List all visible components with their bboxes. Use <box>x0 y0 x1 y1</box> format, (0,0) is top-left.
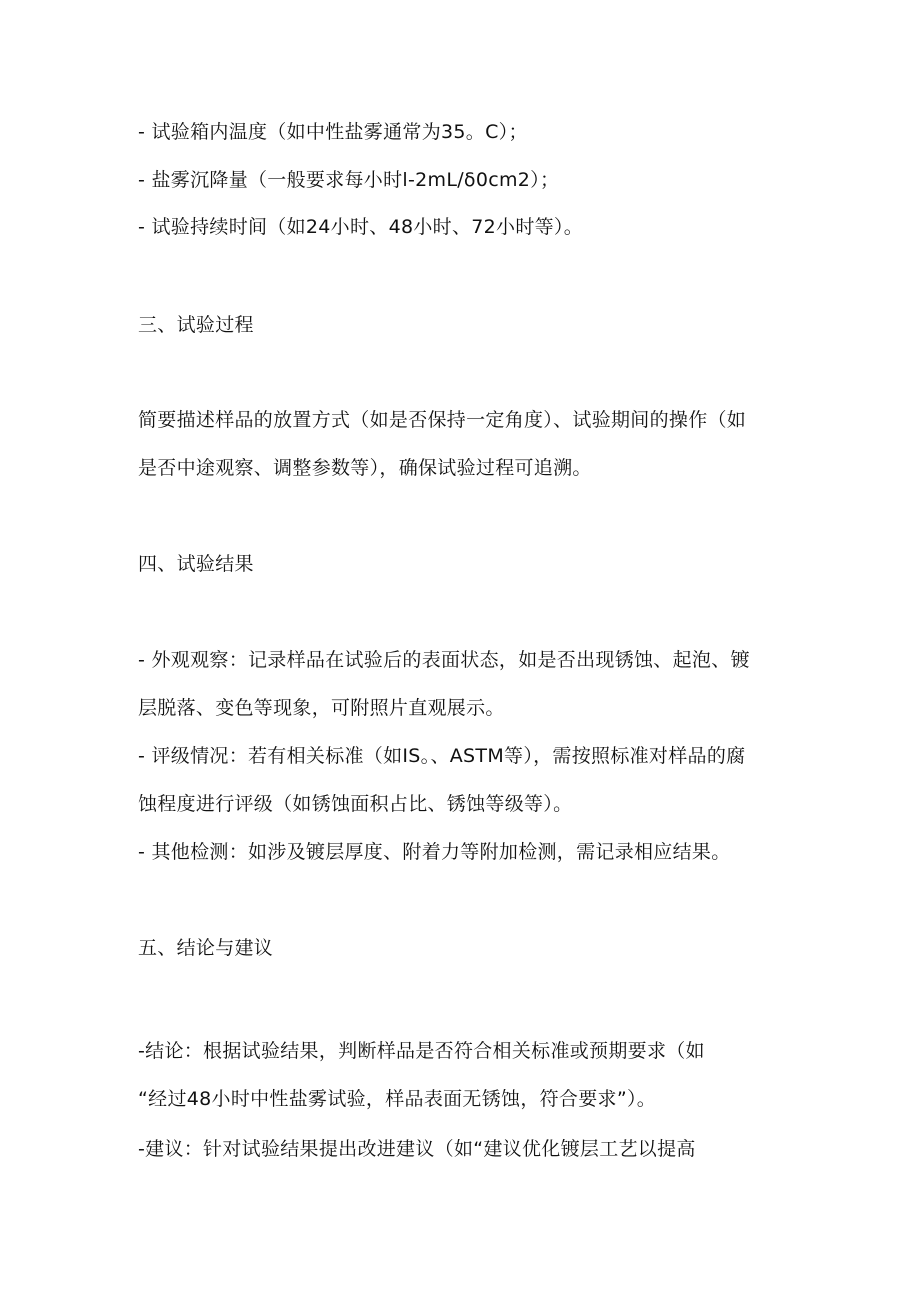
appearance-observation-line-2: 层脱落、变色等现象，可附照片直观展示。 <box>138 697 505 719</box>
conclusion-line-1: -结论：根据试验结果，判断样品是否符合相关标准或预期要求（如 <box>138 1040 705 1062</box>
rating-line-2: 蚀程度进行评级（如锈蚀面积占比、锈蚀等级等）。 <box>138 793 573 815</box>
section-heading-test-process: 三、试验过程 <box>138 314 254 336</box>
appearance-observation-line-1: - 外观观察：记录样品在试验后的表面状态，如是否出现锈蚀、起泡、镀 <box>138 649 750 671</box>
conclusion-line-2: “经过48小时中性盐雾试验，样品表面无锈蚀，符合要求”）。 <box>138 1088 657 1110</box>
test-process-paragraph-line-2: 是否中途观察、调整参数等），确保试验过程可追溯。 <box>138 457 592 479</box>
other-tests-line-1: - 其他检测：如涉及镀层厚度、附着力等附加检测，需记录相应结果。 <box>138 841 731 863</box>
bullet-test-temperature: - 试验箱内温度（如中性盐雾通常为35。C）； <box>138 121 528 143</box>
section-heading-conclusion: 五、结论与建议 <box>138 937 274 959</box>
section-heading-test-results: 四、试验结果 <box>138 553 254 575</box>
bullet-test-duration: - 试验持续时间（如24小时、48小时、72小时等）。 <box>138 216 584 238</box>
rating-line-1: - 评级情况：若有相关标准（如IS。、ASTM等），需按照标准对样品的腐 <box>138 745 746 767</box>
bullet-salt-fog-deposition: - 盐雾沉降量（一般要求每小时l-2mL∕δ0cm2）； <box>138 169 560 191</box>
suggestion-line-1: -建议：针对试验结果提出改进建议（如“建议优化镀层工艺以提高 <box>138 1138 696 1160</box>
test-process-paragraph-line-1: 简要描述样品的放置方式（如是否保持一定角度）、试验期间的操作（如 <box>138 409 747 431</box>
